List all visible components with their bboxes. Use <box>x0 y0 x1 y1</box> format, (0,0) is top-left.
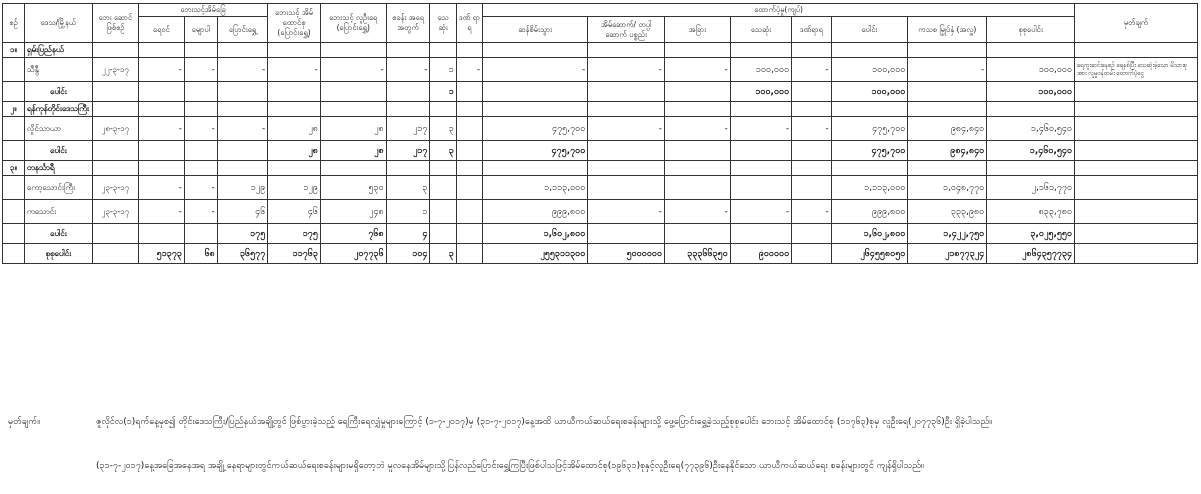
cell-pp <box>320 82 386 102</box>
empty-cell <box>665 43 731 58</box>
empty-cell <box>831 43 908 58</box>
cell-r2: - <box>184 176 217 200</box>
cell-camps: ၁ <box>386 200 430 224</box>
cell-pp: ၂၄၈ <box>320 200 386 224</box>
cell-d5 <box>792 82 831 102</box>
cell-pp: ၂၈ <box>320 141 386 161</box>
header-washed: မျောပါ <box>184 17 217 43</box>
group-row <box>3 102 1198 117</box>
header-death-aid: သေဆုံး <box>730 17 791 43</box>
cell-r3: ၄၆ <box>217 200 267 224</box>
header-injury-aid: ဒဏ်ရာရ <box>792 17 831 43</box>
cell-d6: ၄၇၅,၇၀၀ <box>831 141 908 161</box>
empty-cell <box>908 161 987 176</box>
empty-cell <box>268 102 321 117</box>
cell-d1: ၉၉၉,၈၀၀ <box>483 200 588 224</box>
cell-d6: ၁,၆၀၂,၈၀၀ <box>831 224 908 244</box>
empty-cell <box>665 102 731 117</box>
cell-remark <box>1075 200 1198 224</box>
cell-d7: ၁,၀၄၈,၇၇၀ <box>908 176 987 200</box>
cell-inj <box>456 141 482 161</box>
empty-cell <box>588 161 665 176</box>
cell-d2 <box>588 224 665 244</box>
cell-remark <box>1075 117 1198 141</box>
empty-cell <box>1075 102 1198 117</box>
cell-remark <box>1075 141 1198 161</box>
empty-cell <box>987 161 1075 176</box>
cell-d7: ၉၈၄,၈၄၀ <box>908 117 987 141</box>
cell-inj <box>456 117 482 141</box>
cell-d5: - <box>792 200 831 224</box>
township-name: လှိုင်သာယာ <box>24 117 92 141</box>
cell-d6: ၂၆၄၅၅၈၀၅၀ <box>831 244 908 264</box>
empty-cell <box>792 161 831 176</box>
cell-r3: ၁၂၉ <box>217 176 267 200</box>
empty-cell <box>320 43 386 58</box>
row-sr <box>3 117 25 141</box>
cell-camps <box>386 82 430 102</box>
cell-d6: ၄၇၅,၇၀၀ <box>831 117 908 141</box>
header-people: ဘေးသင့် လူဦးရေ (ပြောင်းရွှေ့) <box>320 4 386 43</box>
header-relocated: ပြောင်းရွှေ့ <box>217 17 267 43</box>
group-row <box>3 161 1198 176</box>
header-sum: ပေါင်း <box>831 17 908 43</box>
empty-cell <box>386 161 430 176</box>
cell-camps: - <box>386 58 430 82</box>
notes-label: မှတ်ချက်။ <box>8 417 40 427</box>
cell-d4 <box>730 224 791 244</box>
empty-cell <box>217 43 267 58</box>
cell-r2: - <box>184 117 217 141</box>
empty-cell <box>456 43 482 58</box>
cell-r1 <box>138 224 184 244</box>
cell-d2: - <box>588 117 665 141</box>
cell-d2: ၅၀၀၀၀၀၀ <box>588 244 665 264</box>
row-sr: ၁။ <box>3 43 25 58</box>
empty-cell <box>483 161 588 176</box>
empty-cell <box>792 102 831 117</box>
cell-d4: ၉၀၀၀၀၀ <box>730 244 791 264</box>
empty-cell <box>268 161 321 176</box>
cell-d5 <box>792 244 831 264</box>
empty-cell <box>386 102 430 117</box>
cell-pp: ၂၈ <box>320 117 386 141</box>
cell-d2 <box>588 141 665 161</box>
group-name: တနင်္သာရီ <box>24 161 92 176</box>
cell-remark: ရေကူးဆင်းနေစဉ် ရေနစ်ပြီး သေဆုံးခဲ့သော မိသားစုအား လူမှုဝန်ထမ်း ထောက်ပံ့ငွေ <box>1075 58 1198 82</box>
empty-cell <box>831 102 908 117</box>
cell-d4: - <box>730 117 791 141</box>
cell-camps: ၂၁၇ <box>386 117 430 141</box>
cell-r1 <box>138 141 184 161</box>
empty-cell <box>386 43 430 58</box>
empty-cell <box>92 102 138 117</box>
cell-r1: - <box>138 117 184 141</box>
group-name: ရှမ်းပြည်နယ် <box>24 43 92 58</box>
row-sr: ၃။ <box>3 161 25 176</box>
cell-d8: ၁၀၀,၀၀၀ <box>987 58 1075 82</box>
cell-hh: ၁၂၉ <box>268 176 321 200</box>
cell-r1: - <box>138 176 184 200</box>
cell-date <box>92 244 138 264</box>
empty-cell <box>588 102 665 117</box>
cell-d5 <box>792 224 831 244</box>
table-body <box>3 43 1198 264</box>
row-sr <box>3 200 25 224</box>
empty-cell <box>987 102 1075 117</box>
empty-cell <box>138 43 184 58</box>
cell-d3 <box>665 176 731 200</box>
cell-remark <box>1075 224 1198 244</box>
cell-deaths <box>430 176 456 200</box>
empty-cell <box>730 102 791 117</box>
cell-d4 <box>730 141 791 161</box>
header-deaths: သေ ဆုံး <box>430 4 456 43</box>
cell-d6: ၁,၁၁၃,၀၀၀ <box>831 176 908 200</box>
notes-paragraph-2: (၃၁-၇-၂၀၁၇)နေ့အခြေအနေအရ အချို့ နေရာများတွင်ကယ်ဆယ်ရေးစခန်းများမရှိတော့ဘဲ မူလနေအိမ်များသို့ပြန်လည်ပြောင်းရွှေ့ကြပြီးဖြစ်ပါသဖြင့်အိမ်ထောင်စု(၁၉၆၃၁)စုနှင့်လူဦးရေ(၇၇၃၉၆)ဦးနေနိုင်သော ယာယီကယ်ဆယ်ရေး စခန်းများတွင် ကျန်ရှိပါသည်။ <box>96 461 924 471</box>
cell-r2: - <box>184 200 217 224</box>
empty-cell <box>730 161 791 176</box>
cell-d8: ၁,၄၆၀,၅၄၀ <box>987 117 1075 141</box>
cell-remark <box>1075 82 1198 102</box>
empty-cell <box>792 43 831 58</box>
header-flooded: ရေဝင် <box>138 17 184 43</box>
cell-d1: ၁,၆၀၂,၈၀၀ <box>483 224 588 244</box>
cell-d3 <box>665 224 731 244</box>
subtotal-label: ပေါင်း <box>24 82 92 102</box>
cell-r3 <box>217 82 267 102</box>
cell-d8: ၂၈၆၄၃၅၇၇၃၄ <box>987 244 1075 264</box>
cell-d1: - <box>483 58 588 82</box>
cell-inj <box>456 224 482 244</box>
header-sr: စဥ် <box>3 4 25 43</box>
cell-r3 <box>217 141 267 161</box>
cell-hh: ၄၆ <box>268 200 321 224</box>
empty-cell <box>987 43 1075 58</box>
cell-r1: - <box>138 200 184 224</box>
cell-inj <box>456 244 482 264</box>
cell-camps: ၂၁၇ <box>386 141 430 161</box>
cell-r2 <box>184 82 217 102</box>
table-row <box>3 176 1198 200</box>
township-name: ကသောင်း <box>24 200 92 224</box>
cell-d4 <box>730 176 791 200</box>
disaster-report-table <box>2 3 1198 264</box>
cell-d6: ၉၉၉,၈၀၀ <box>831 200 908 224</box>
cell-deaths: ၁ <box>430 58 456 82</box>
cell-r2 <box>184 224 217 244</box>
cell-deaths: ၁ <box>430 82 456 102</box>
group-row <box>3 43 1198 58</box>
subtotal-label: ပေါင်း <box>24 224 92 244</box>
empty-cell <box>268 43 321 58</box>
cell-hh: ၂၈ <box>268 141 321 161</box>
cell-deaths <box>430 224 456 244</box>
cell-d1: ၄၇၅,၇၀၀ <box>483 141 588 161</box>
header-other: အခြား <box>665 17 731 43</box>
empty-cell <box>665 161 731 176</box>
cell-d5: - <box>792 117 831 141</box>
empty-cell <box>588 43 665 58</box>
cell-r3: ၁၇၅ <box>217 224 267 244</box>
subtotal-row <box>3 141 1198 161</box>
cell-d7 <box>908 82 987 102</box>
header-region: ဒေသ/မြို့နယ် <box>24 4 92 43</box>
row-sr <box>3 176 25 200</box>
cell-d2: - <box>588 200 665 224</box>
cell-date: ၂၈-၃-၁၇ <box>92 117 138 141</box>
cell-r1: - <box>138 58 184 82</box>
cell-d8: ၁၀၀,၀၀၀ <box>987 82 1075 102</box>
empty-cell <box>184 43 217 58</box>
cell-date <box>92 224 138 244</box>
cell-date <box>92 82 138 102</box>
empty-cell <box>908 102 987 117</box>
header-grand-total: စုစုပေါင်း <box>987 17 1075 43</box>
header-date: ဘေး ဆောင် ဖြစ်စဉ် <box>92 4 138 43</box>
row-sr <box>3 82 25 102</box>
empty-cell <box>483 102 588 117</box>
cell-d1: ၄၇၅,၇၀၀ <box>483 117 588 141</box>
cell-d5 <box>792 176 831 200</box>
cell-inj <box>456 200 482 224</box>
row-sr: ၂။ <box>3 102 25 117</box>
cell-r3: ၃၆၅၇၇ <box>217 244 267 264</box>
subtotal-row <box>3 244 1198 264</box>
cell-r2 <box>184 141 217 161</box>
cell-d8: ၁,၄၆၀,၅၄၀ <box>987 141 1075 161</box>
empty-cell <box>92 43 138 58</box>
cell-r3: - <box>217 117 267 141</box>
row-sr <box>3 224 25 244</box>
empty-cell <box>430 43 456 58</box>
cell-d2: - <box>588 58 665 82</box>
cell-d7: ၂၁၈၇၇၃၂၄ <box>908 244 987 264</box>
cell-pp: - <box>320 58 386 82</box>
cell-d7: ၃၃၃,၉၈၀ <box>908 200 987 224</box>
cell-r2: - <box>184 58 217 82</box>
cell-d6: ၁၀၀,၀၀၀ <box>831 82 908 102</box>
cell-d1: ၁,၁၁၃,၀၀၀ <box>483 176 588 200</box>
empty-cell <box>730 43 791 58</box>
table-row <box>3 58 1198 82</box>
cell-d5: - <box>792 58 831 82</box>
empty-cell <box>138 161 184 176</box>
cell-hh <box>268 82 321 102</box>
cell-d8: ၂,၁၆၁,၇၇၀ <box>987 176 1075 200</box>
cell-d3: - <box>665 200 731 224</box>
empty-cell <box>217 161 267 176</box>
cell-d3: ၃၃၃၆၆၃၅၀ <box>665 244 731 264</box>
header-remarks: မှတ်ချက် <box>1075 4 1198 43</box>
cell-d4: ၁၀၀,၀၀၀ <box>730 58 791 82</box>
cell-d5 <box>792 141 831 161</box>
cell-remark <box>1075 244 1198 264</box>
table-row <box>3 117 1198 141</box>
empty-cell <box>184 161 217 176</box>
empty-cell <box>456 102 482 117</box>
row-sr <box>3 58 25 82</box>
cell-r1 <box>138 82 184 102</box>
empty-cell <box>184 102 217 117</box>
cell-hh: - <box>268 58 321 82</box>
empty-cell <box>831 161 908 176</box>
empty-cell <box>92 161 138 176</box>
empty-cell <box>483 43 588 58</box>
cell-d3: - <box>665 117 731 141</box>
cell-pp: ၂၀၇၇၃၆ <box>320 244 386 264</box>
subtotal-row <box>3 82 1198 102</box>
empty-cell <box>908 43 987 58</box>
row-sr <box>3 244 25 264</box>
header-support-group: ထောက်ပံ့မှု(ကျပ်) <box>483 4 1075 17</box>
empty-cell <box>456 161 482 176</box>
cell-d7: - <box>908 58 987 82</box>
cell-d1 <box>483 82 588 102</box>
empty-cell <box>1075 161 1198 176</box>
cell-deaths: ၃ <box>430 141 456 161</box>
notes-paragraph-1: ဇူလိုင်လ(၁)ရက်နေ့မှစ၍ တိုင်းဒေသကြီး/ပြည်နယ်အချို့တွင် ဖြစ်ပွားခဲ့သည့် ရေကြီးရေလျှံမှုများကြောင့် (၁-၇-၂၀၁၇)မှ (၃၁-၇-၂၀၁၇)နေ့အထိ ယာယီကယ်ဆယ်ရေးစခန်းများသို့ ဖွေ့ပြောင်းရွှေ့ခဲ့သည့်စုစုပေါင်း ဘေးသင့် အိမ်ထောင်စု (၁၁၇၆၃)စုမှ လူဦးရေ(၂၀၇၇၃၆)ဦး ရှိခဲ့ပါသည်။ <box>96 417 992 427</box>
header-camps: စခန်း အရေ အတွက် <box>386 4 430 43</box>
cell-pp: ၇၆၈ <box>320 224 386 244</box>
cell-camps: ၃ <box>386 176 430 200</box>
cell-r2: ၆၈ <box>184 244 217 264</box>
cell-date <box>92 141 138 161</box>
header-donation: ကသစ မြှုပ်နှံ (အလှူ) <box>908 17 987 43</box>
empty-cell <box>320 102 386 117</box>
cell-date: ၂၃-၃-၁၇ <box>92 200 138 224</box>
header-materials: အိမ်ဆောက်/ တပ္ပါဆောက် ပစ္စည်း <box>588 17 665 43</box>
subtotal-label: စုစုပေါင်း <box>24 244 92 264</box>
subtotal-row <box>3 224 1198 244</box>
row-sr <box>3 141 25 161</box>
cell-d4: - <box>730 200 791 224</box>
cell-d8: ၈၃၃,၇၈၀ <box>987 200 1075 224</box>
cell-d3 <box>665 141 731 161</box>
cell-inj <box>456 176 482 200</box>
cell-hh: ၁၁၇၆၃ <box>268 244 321 264</box>
cell-deaths: ၃ <box>430 117 456 141</box>
cell-camps: ၄ <box>386 224 430 244</box>
cell-inj: - <box>456 58 482 82</box>
cell-deaths <box>430 200 456 224</box>
header-households: ဘေးသင့် အိမ် ထောင်စု (ပြောင်းရွှေ့) <box>268 4 321 43</box>
cell-r3: - <box>217 58 267 82</box>
cell-r1: ၅၁၃၇၃ <box>138 244 184 264</box>
cell-hh: ၂၈ <box>268 117 321 141</box>
cell-d3: - <box>665 58 731 82</box>
empty-cell <box>430 161 456 176</box>
cell-date: ၂၃-၃-၁၇ <box>92 176 138 200</box>
cell-date: ၂၂-၃-၁၇ <box>92 58 138 82</box>
header-injured: ဒဏ် ရာ ရ <box>456 4 482 43</box>
cell-pp: ၅၃၀ <box>320 176 386 200</box>
empty-cell <box>320 161 386 176</box>
cell-d3 <box>665 82 731 102</box>
cell-d2 <box>588 82 665 102</box>
group-name: ရန်ကုန်တိုင်းဒေသကြီး <box>24 102 92 117</box>
cell-camps: ၁၀၄ <box>386 244 430 264</box>
cell-d4: ၁၀၀,၀၀၀ <box>730 82 791 102</box>
cell-inj <box>456 82 482 102</box>
cell-d1: ၂၅၅၃၁၁၃၀၀ <box>483 244 588 264</box>
empty-cell <box>1075 43 1198 58</box>
header-houses-group: ဘေးသင့်အိမ်ခြေ <box>138 4 267 17</box>
township-name: ကော့သောင်းကြီး <box>24 176 92 200</box>
cell-d8: ၃,၀၂၅,၅၅၀ <box>987 224 1075 244</box>
subtotal-label: ပေါင်း <box>24 141 92 161</box>
township-name: သီနွီ <box>24 58 92 82</box>
empty-cell <box>138 102 184 117</box>
cell-d6: ၁၀၀,၀၀၀ <box>831 58 908 82</box>
header-rice: ဆန်စိမ်းသွား <box>483 17 588 43</box>
empty-cell <box>430 102 456 117</box>
cell-d7: ၉၈၄,၈၄၀ <box>908 141 987 161</box>
cell-hh: ၁၇၅ <box>268 224 321 244</box>
cell-remark <box>1075 176 1198 200</box>
cell-d7: ၁,၄၂၂,၇၅၀ <box>908 224 987 244</box>
cell-deaths: ၃ <box>430 244 456 264</box>
table-row <box>3 200 1198 224</box>
cell-d2 <box>588 176 665 200</box>
empty-cell <box>217 102 267 117</box>
